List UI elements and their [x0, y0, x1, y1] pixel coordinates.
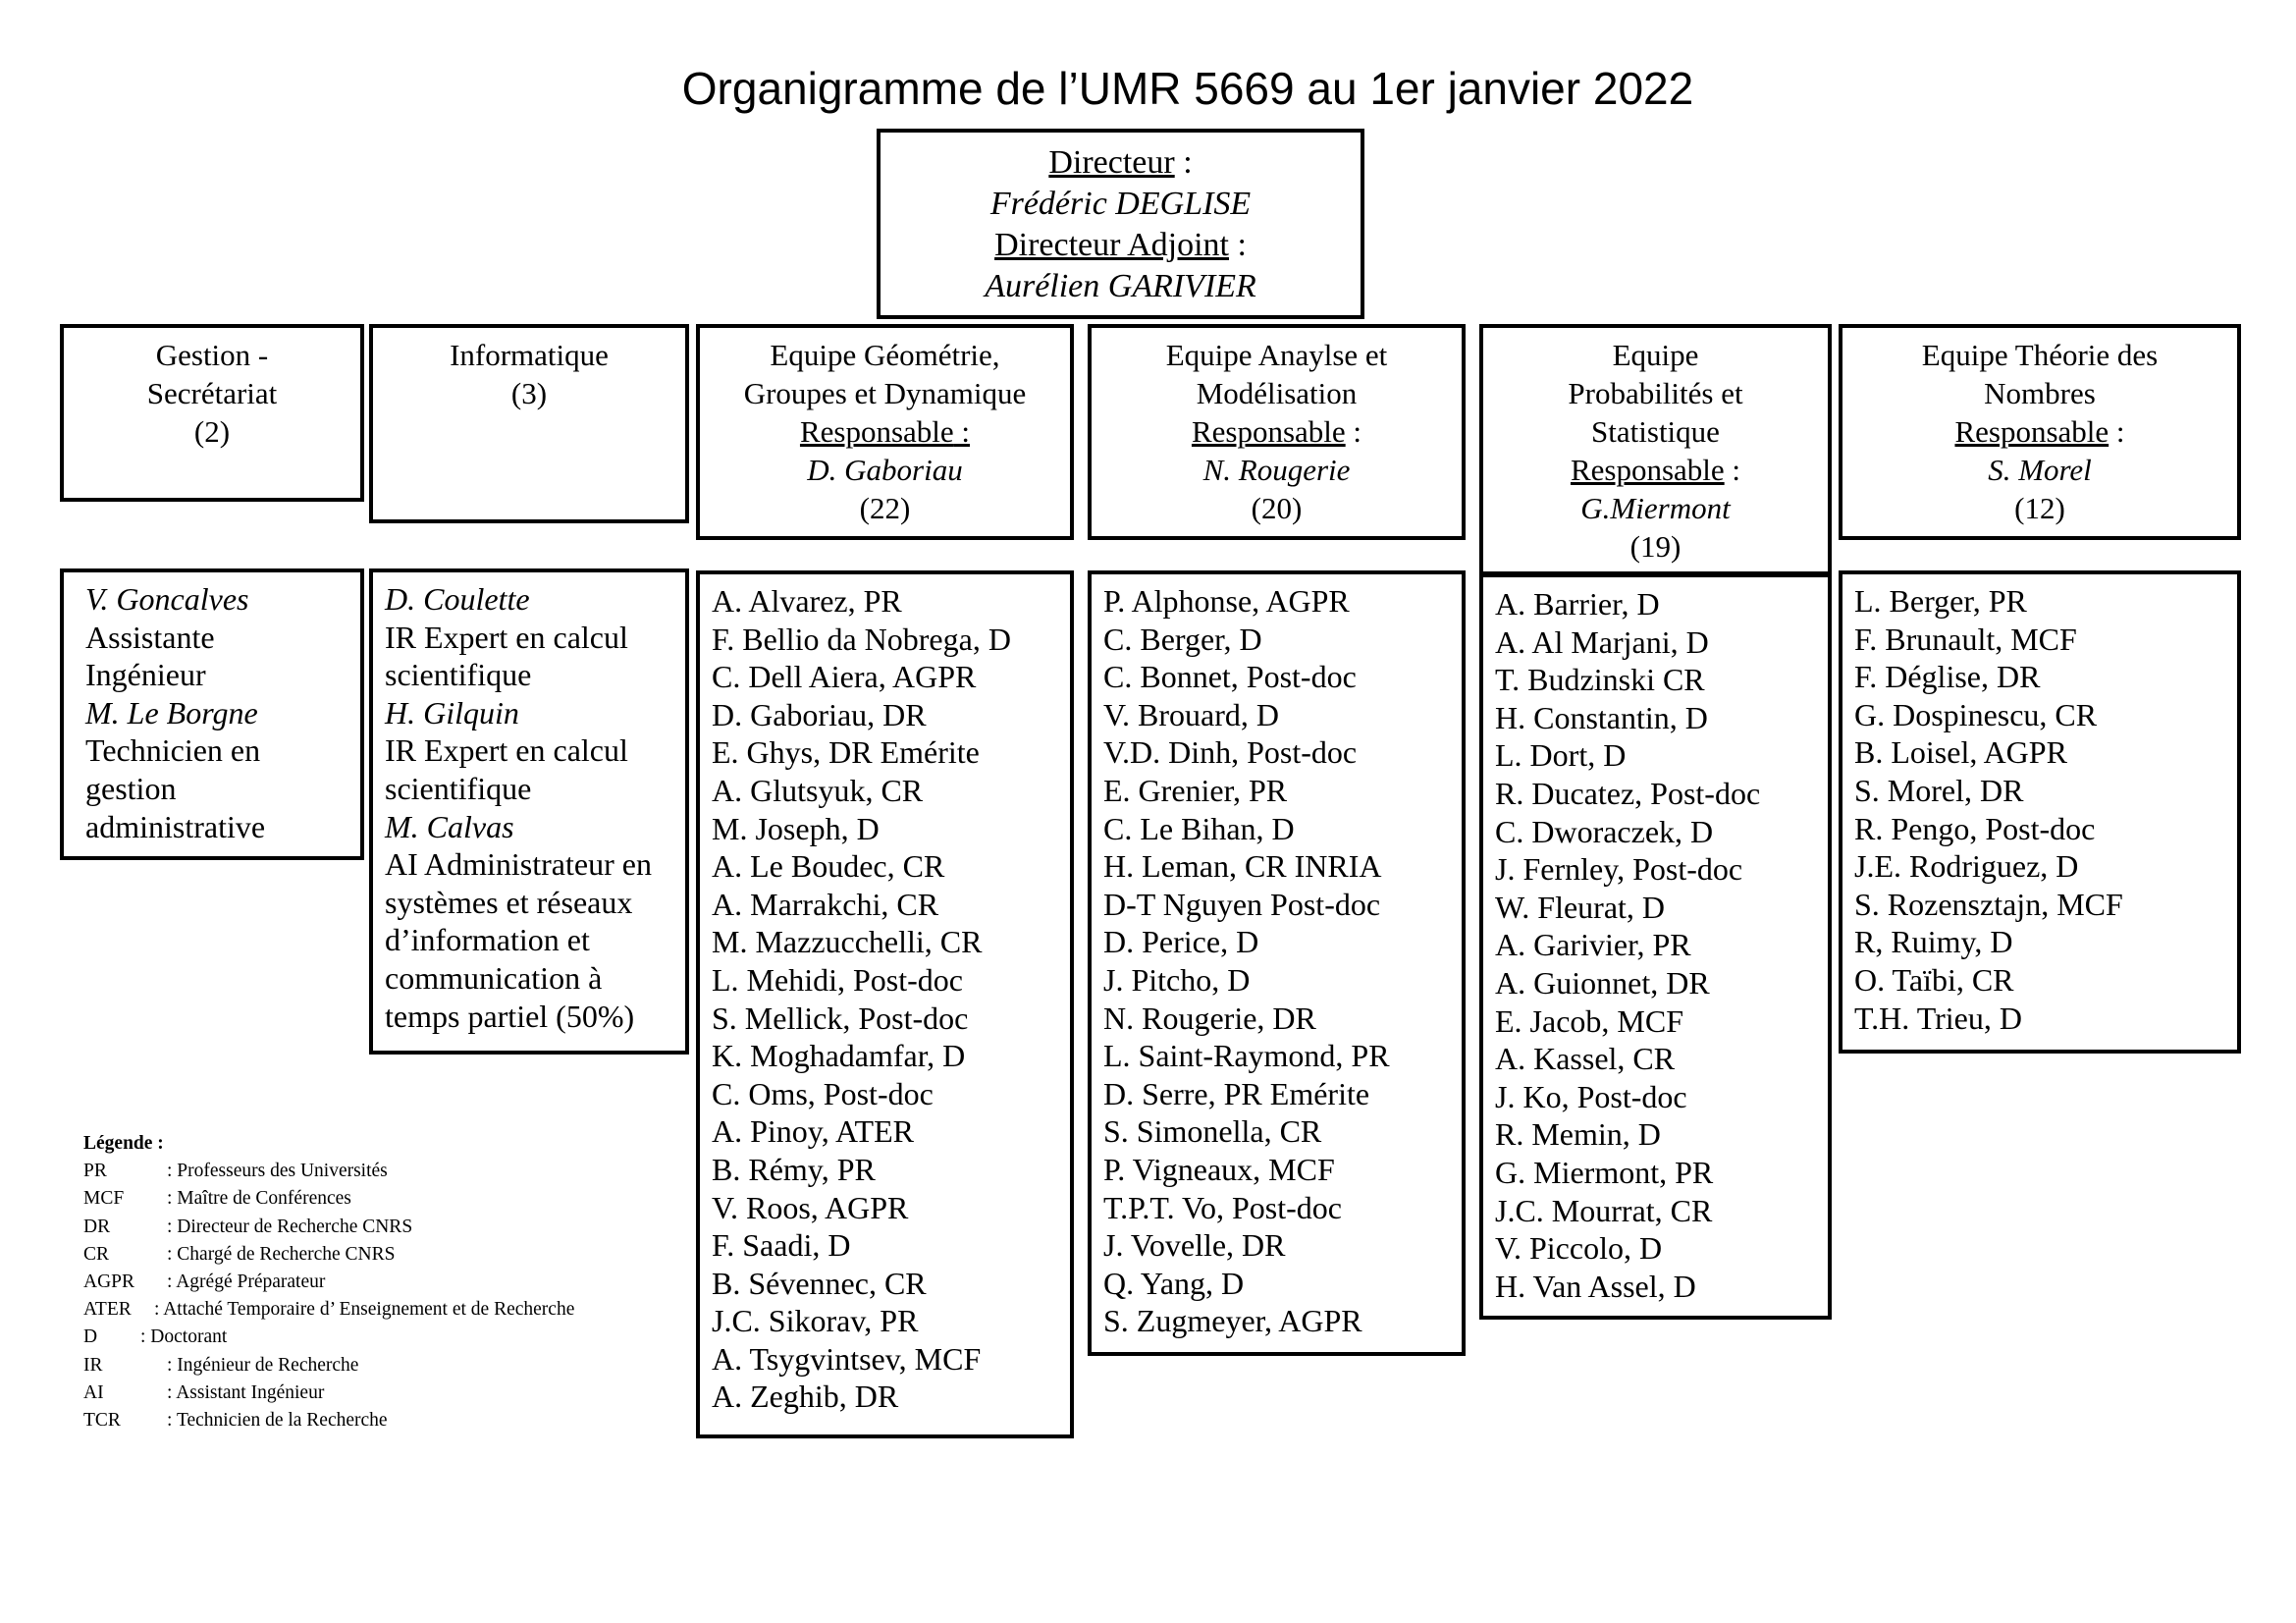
team-title-line: Equipe Théorie des [1921, 338, 2159, 372]
chart-title: Organigramme de l’UMR 5669 au 1er janvier 2022 [681, 63, 1694, 114]
team-member: scientifique [385, 770, 532, 806]
team-member: J. Vovelle, DR [1103, 1227, 1286, 1264]
team-member: C. Oms, Post-doc [712, 1075, 934, 1111]
legend [83, 1130, 575, 1434]
legend-abbr: IR [83, 1354, 103, 1376]
team-header-nombres [1839, 324, 2241, 540]
team-header-probabilites [1479, 324, 1832, 575]
team-member: administrative [85, 808, 266, 844]
legend-abbr: AGPR [83, 1271, 135, 1292]
team-member: communication à [385, 959, 603, 996]
team-member: A. Zeghib, DR [712, 1379, 899, 1415]
team-member: D. Gaboriau, DR [712, 696, 927, 732]
team-member: A. Garivier, PR [1495, 927, 1691, 963]
team-member: A. Tsygvintsev, MCF [712, 1340, 982, 1377]
team-member: H. Leman, CR INRIA [1103, 848, 1382, 885]
team-member: R, Ruimy, D [1854, 924, 2013, 960]
responsable-label: Responsable [799, 414, 954, 449]
legend-item [83, 1380, 325, 1407]
team-member: T.P.T. Vo, Post-doc [1103, 1189, 1342, 1225]
team-member: S. Mellick, Post-doc [712, 1000, 969, 1036]
team-responsable: D. Gaboriau [807, 453, 963, 487]
legend-definition: : Professeurs des Universités [167, 1161, 388, 1182]
team-member: S. Simonella, CR [1103, 1113, 1322, 1150]
team-count: (19) [1629, 529, 1682, 564]
legend-abbr: AI [83, 1381, 104, 1403]
legend-item [83, 1269, 326, 1296]
team-member: M. Joseph, D [712, 810, 880, 846]
legend-item [83, 1241, 396, 1269]
team-title-line: Informatique [450, 338, 609, 372]
team-member: F. Déglise, DR [1854, 659, 2041, 695]
team-member: A. Barrier, D [1495, 586, 1660, 622]
team-title-line: Statistique [1591, 414, 1720, 449]
team-title-line: Equipe Anaylse et [1165, 338, 1388, 372]
team-title-line: Secrétariat [146, 376, 278, 410]
team-responsable: N. Rougerie [1202, 453, 1351, 487]
team-member: D. Serre, PR Emérite [1103, 1075, 1370, 1111]
responsable-sep: : [2109, 414, 2125, 449]
team-member: O. Taïbi, CR [1854, 961, 2014, 998]
team-member: Assistante [85, 619, 215, 655]
legend-definition: : Technicien de la Recherche [167, 1409, 388, 1431]
team-member: C. Bonnet, Post-doc [1103, 659, 1357, 695]
team-member: F. Brunault, MCF [1854, 621, 2077, 657]
team-member: J.E. Rodriguez, D [1854, 848, 2079, 885]
team-member: A. Pinoy, ATER [712, 1113, 914, 1150]
team-member: Technicien en [85, 732, 261, 769]
team-member: M. Calvas [385, 808, 514, 844]
team-member: M. Mazzucchelli, CR [712, 924, 983, 960]
legend-definition: : Doctorant [140, 1326, 228, 1348]
team-member: E. Grenier, PR [1103, 772, 1288, 808]
team-member: gestion [85, 770, 177, 806]
team-members-analyse [1088, 570, 1466, 1356]
team-member: S. Rozensztajn, MCF [1854, 886, 2123, 922]
team-member: C. Dell Aiera, AGPR [712, 659, 977, 695]
team-member: G. Dospinescu, CR [1854, 696, 2098, 732]
responsable-label: Responsable [1191, 414, 1346, 449]
team-member: P. Vigneaux, MCF [1103, 1151, 1335, 1187]
team-member: Q. Yang, D [1103, 1265, 1245, 1301]
team-member: V. Piccolo, D [1495, 1230, 1663, 1267]
team-member: A. Marrakchi, CR [712, 886, 939, 922]
team-member: D-T Nguyen Post-doc [1103, 886, 1381, 922]
team-members-geometrie [696, 570, 1074, 1438]
team-responsable: G.Miermont [1580, 491, 1731, 525]
team-header-analyse [1088, 324, 1466, 540]
direction-box [877, 129, 1364, 319]
team-member: J.C. Sikorav, PR [712, 1303, 919, 1339]
legend-item [83, 1158, 388, 1185]
team-header-informatique [369, 324, 689, 523]
legend-item [83, 1352, 359, 1380]
team-member: L. Saint-Raymond, PR [1103, 1038, 1390, 1074]
team-member: Ingénieur [85, 657, 206, 693]
deputy-name: Aurélien GARIVIER [985, 268, 1256, 304]
responsable-sep: : [1724, 453, 1741, 487]
team-member: L. Berger, PR [1854, 583, 2027, 619]
legend-definition: : Maître de Conférences [167, 1188, 351, 1210]
legend-abbr: MCF [83, 1188, 125, 1210]
team-members-probabilites [1479, 573, 1832, 1320]
legend-abbr: ATER [83, 1299, 132, 1321]
team-member: T.H. Trieu, D [1854, 1000, 2022, 1036]
legend-abbr: DR [83, 1216, 111, 1237]
legend-definition: : Assistant Ingénieur [167, 1381, 325, 1403]
team-member: C. Dworaczek, D [1495, 813, 1714, 849]
team-title-line: Equipe [1612, 338, 1699, 372]
team-member: P. Alphonse, AGPR [1103, 583, 1350, 619]
legend-item [83, 1296, 575, 1324]
team-title-line: Gestion - [155, 338, 269, 372]
team-member: R. Ducatez, Post-doc [1495, 775, 1761, 811]
team-title-line: Equipe Géométrie, [770, 338, 1000, 372]
team-member: B. Loisel, AGPR [1854, 734, 2067, 771]
legend-definition: : Chargé de Recherche CNRS [167, 1243, 396, 1265]
team-member: IR Expert en calcul [385, 732, 628, 769]
team-member: S. Zugmeyer, AGPR [1103, 1303, 1362, 1339]
team-member: D. Coulette [385, 581, 530, 617]
team-member: J. Pitcho, D [1103, 961, 1251, 998]
legend-definition: : Attaché Temporaire d’ Enseignement et de Recherche [154, 1299, 575, 1321]
legend-item [83, 1324, 228, 1351]
team-member: V. Brouard, D [1103, 696, 1279, 732]
legend-abbr: CR [83, 1243, 110, 1265]
team-member: V. Goncalves [85, 581, 249, 617]
legend-definition: : Directeur de Recherche CNRS [167, 1216, 413, 1237]
deputy-sep: : [1228, 227, 1247, 263]
team-members-nombres [1839, 570, 2241, 1054]
responsable-sep: : [1345, 414, 1362, 449]
responsable-label: Responsable [1570, 453, 1725, 487]
team-responsable: S. Morel [1988, 453, 2092, 487]
team-member: d’information et [385, 922, 590, 958]
team-member: E. Jacob, MCF [1495, 1002, 1683, 1039]
team-member: R. Memin, D [1495, 1116, 1661, 1153]
team-member: scientifique [385, 657, 532, 693]
legend-item [83, 1407, 388, 1434]
team-member: L. Dort, D [1495, 737, 1627, 774]
team-member: A. Al Marjani, D [1495, 623, 1709, 660]
team-member: V.D. Dinh, Post-doc [1103, 734, 1358, 771]
team-member: R. Pengo, Post-doc [1854, 810, 2096, 846]
team-member: N. Rougerie, DR [1103, 1000, 1316, 1036]
team-member: C. Le Bihan, D [1103, 810, 1295, 846]
team-title-line: Groupes et Dynamique [743, 376, 1027, 410]
team-members-gestion [60, 568, 364, 860]
team-member: J. Ko, Post-doc [1495, 1078, 1687, 1114]
team-title-line: Nombres [1984, 376, 2096, 410]
director-sep: : [1174, 144, 1193, 181]
deputy-label: Directeur Adjoint [994, 227, 1229, 263]
legend-item [83, 1214, 413, 1241]
legend-abbr: PR [83, 1161, 107, 1182]
team-member: T. Budzinski CR [1495, 662, 1705, 698]
team-member: IR Expert en calcul [385, 619, 628, 655]
team-member: M. Le Borgne [85, 694, 258, 730]
team-member: K. Moghadamfar, D [712, 1038, 966, 1074]
team-title-line: Modélisation [1196, 376, 1358, 410]
team-count: (22) [859, 491, 911, 525]
team-count: (3) [510, 376, 548, 410]
team-member: S. Morel, DR [1854, 772, 2024, 808]
team-member: A. Alvarez, PR [712, 583, 902, 619]
responsable-label: Responsable [1954, 414, 2109, 449]
legend-title: Légende : [83, 1133, 164, 1154]
team-header-gestion [60, 324, 364, 502]
team-member: B. Rémy, PR [712, 1151, 876, 1187]
team-member: D. Perice, D [1103, 924, 1259, 960]
team-header-geometrie [696, 324, 1074, 540]
team-member: A. Le Boudec, CR [712, 848, 945, 885]
team-title-line: Probabilités et [1568, 376, 1743, 410]
legend-abbr: TCR [83, 1409, 121, 1431]
team-member: F. Saadi, D [712, 1227, 851, 1264]
team-count: (20) [1251, 491, 1303, 525]
legend-item [83, 1185, 351, 1213]
team-member: J.C. Mourrat, CR [1495, 1192, 1713, 1228]
team-member: E. Ghys, DR Emérite [712, 734, 980, 771]
team-member: A. Guionnet, DR [1495, 964, 1710, 1001]
team-members-informatique [369, 568, 689, 1055]
director-name: Frédéric DEGLISE [989, 186, 1252, 222]
team-member: G. Miermont, PR [1495, 1154, 1714, 1190]
team-member: A. Glutsyuk, CR [712, 772, 924, 808]
team-member: AI Administrateur en [385, 846, 652, 883]
legend-abbr: D [83, 1326, 98, 1348]
director-label: Directeur [1048, 144, 1175, 181]
team-member: C. Berger, D [1103, 621, 1262, 657]
legend-definition: : Ingénieur de Recherche [167, 1354, 359, 1376]
team-member: temps partiel (50%) [385, 998, 635, 1034]
team-member: H. Constantin, D [1495, 699, 1708, 735]
legend-definition: : Agrégé Préparateur [167, 1271, 326, 1292]
team-member: B. Sévennec, CR [712, 1265, 927, 1301]
team-member: L. Mehidi, Post-doc [712, 961, 963, 998]
team-count: (12) [2014, 491, 2065, 525]
team-member: W. Fleurat, D [1495, 889, 1666, 925]
team-member: F. Bellio da Nobrega, D [712, 621, 1011, 657]
team-member: systèmes et réseaux [385, 884, 633, 920]
team-member: J. Fernley, Post-doc [1495, 851, 1743, 888]
team-member: H. Van Assel, D [1495, 1268, 1696, 1304]
team-member: V. Roos, AGPR [712, 1189, 909, 1225]
team-member: A. Kassel, CR [1495, 1041, 1676, 1077]
team-count: (2) [193, 414, 231, 449]
responsable-sep: : [953, 414, 971, 449]
team-member: H. Gilquin [385, 694, 519, 730]
